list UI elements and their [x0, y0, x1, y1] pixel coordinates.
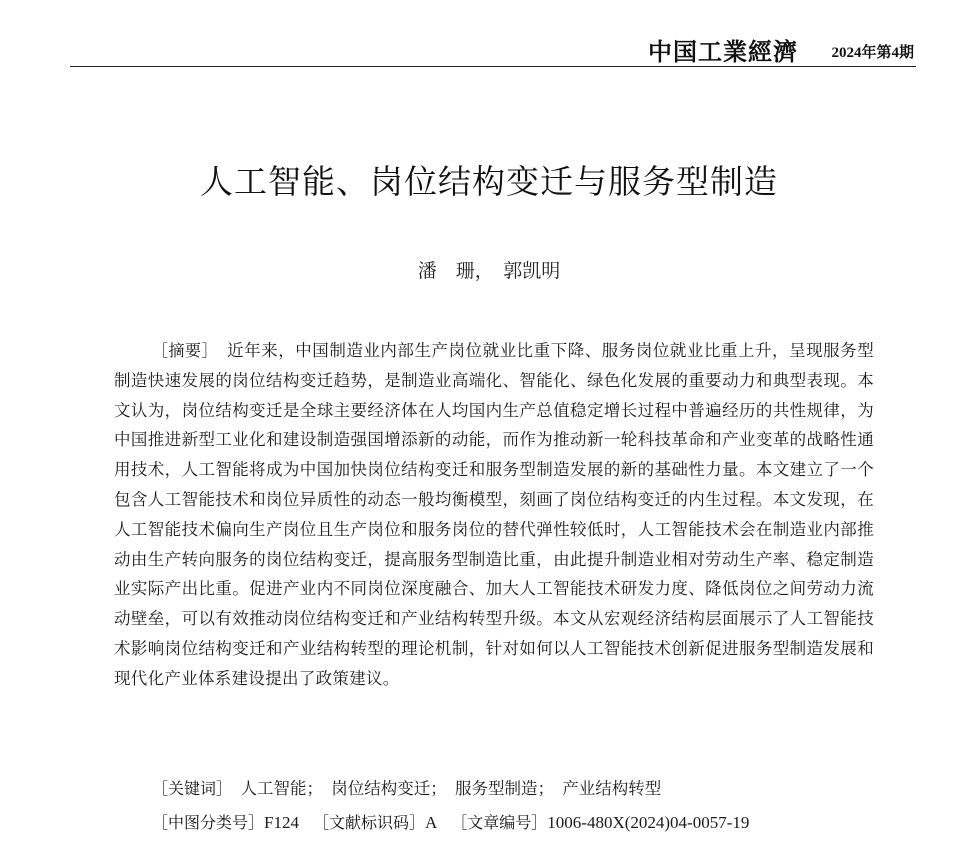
keywords-label: ［关键词］ — [152, 779, 225, 798]
doc-code-value: A — [425, 813, 438, 832]
issue-number: 2024年第4期 — [831, 45, 914, 61]
clc-label: ［中图分类号］ — [152, 813, 265, 832]
keywords — [152, 775, 892, 799]
paper-title: 人工智能、岗位结构变迁与服务型制造 — [200, 162, 778, 201]
abstract-text: 近年来，中国制造业内部生产岗位就业比重下降、服务岗位就业比重上升，呈现服务型制造快速发展的岗位结构变迁趋势，是制造业高端化、智能化、绿色化发展的重要动力和典型表现。本文认为，岗位结构变迁是全球主要经济体在人均国内生产总值稳定增长过程中普遍经历的共性规律，为中国推进新型工业化和建设制造强国增添新的动能，而作为推动新一轮科技革命和产业变革的战略性通用技术，人工智能将成为中国加快岗位结构变迁和服务型制造发展的新的基础性力量。本文建立了一个包含人工智能技术和岗位异质性的动态一般均衡模型，刻画了岗位结构变迁的内生过程。本文发现，在人工智能技术偏向生产岗位且生产岗位和服务岗位的替代弹性较低时，人工智能技术会在制造业内部推动由生产转向服务的岗位结构变迁，提高服务型制造比重，由此提升制造业相对劳动生产率、稳定制造业实际产出比重。促进产业内不同岗位深度融合、加大人工智能技术研发力度、降低岗位之间劳动力流动壁垒，可以有效推动岗位结构变迁和产业结构转型升级。本文从宏观经济结构层面展示了人工智能技术影响岗位结构变迁和产业结构转型的理论机制，针对如何以人工智能技术创新促进服务型制造发展和现代化产业体系建设提出了政策建议。 — [114, 341, 874, 688]
keywords-text: 人工智能； 岗位结构变迁； 服务型制造； 产业结构转型 — [240, 779, 662, 798]
abstract — [114, 336, 874, 694]
article-number-label: ［文章编号］ — [451, 813, 548, 832]
journal-name: 中国工業經濟 — [648, 38, 798, 66]
abstract-label: ［摘要］ — [152, 341, 211, 360]
authors: 潘 珊， 郭凯明 — [417, 260, 561, 282]
journal-header — [70, 30, 916, 67]
doc-code-label: ［文献标识码］ — [312, 813, 425, 832]
article-number-value: 1006-480X(2024)04-0057-19 — [547, 813, 750, 832]
classification-line — [152, 810, 912, 833]
clc-value: F124 — [264, 813, 299, 832]
